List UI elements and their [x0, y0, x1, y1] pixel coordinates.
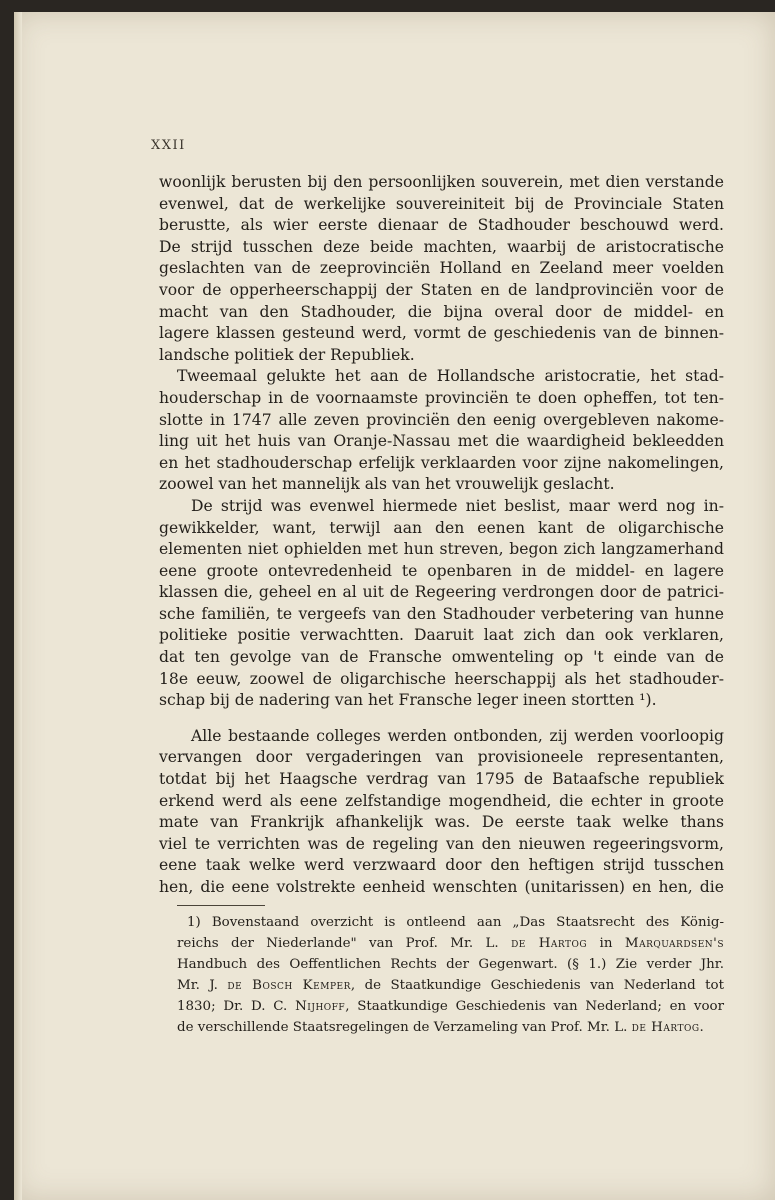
text-line: houderschap in de voornaamste provinciën te doen opheffen, tot ten- — [159, 388, 724, 407]
text-line: hen, die eene volstrekte eenheid wenschten (unitarissen) en hen, die — [159, 878, 724, 896]
author-name: Nijhoff — [295, 999, 346, 1014]
footnote-line — [177, 933, 724, 954]
paragraph-1 — [159, 172, 724, 366]
paragraph-4 — [159, 726, 724, 899]
footnote-line: Handbuch des Oeffentlichen Rechts der Gegenwart. (§ 1.) Zie verder Jhr. — [177, 957, 724, 972]
footnote-text: de verschillende Staatsregelingen de Verzameling van Prof. Mr. L. — [177, 1020, 628, 1035]
footnote-text: , Staatkundige Geschiedenis van Nederland; en voor — [345, 999, 724, 1014]
text-line: klassen die, geheel en al uit de Regeering verdrongen door de patrici- — [159, 583, 724, 602]
author-name: de Hartog — [631, 1020, 700, 1035]
author-name: de Hartog — [511, 936, 588, 951]
paragraph-gap — [159, 712, 724, 726]
text-line: vervangen door vergaderingen van provisioneele representanten, — [159, 748, 724, 767]
text-line: eene taak welke werd verzwaard door den heftigen strijd tusschen — [159, 856, 724, 875]
text-line: erkend werd als eene zelfstandige mogendheid, die echter in groote — [159, 791, 724, 810]
text-line: mate van Frankrijk afhankelijk was. De eerste taak welke thans — [159, 813, 724, 832]
text-line: ling uit het huis van Oranje-Nassau met die waardigheid bekleedden — [159, 432, 724, 451]
text-line: voor de opperheerschappij der Staten en de landprovinciën voor de — [159, 280, 724, 299]
footnote-text: in — [599, 936, 613, 951]
paragraph-2 — [159, 366, 724, 496]
author-name: de Bosch Kemper — [227, 978, 351, 993]
text-line: viel te verrichten was de regeling van den nieuwen regeeringsvorm, — [159, 834, 724, 853]
text-line: elementen niet ophielden met hun streven, begon zich langzamerhand — [159, 540, 724, 559]
footnote-line — [177, 975, 724, 996]
text-line: geslachten van de zeeprovinciën Holland en Zeeland meer voelden — [159, 259, 724, 278]
text-line: totdat bij het Haagsche verdrag van 1795 de Bataafsche republiek — [159, 770, 724, 789]
footnote-text: , de Staatkundige Geschiedenis van Nederland tot — [350, 978, 724, 993]
text-line: Alle bestaande colleges werden ontbonden, zij werden voorloopig — [191, 726, 724, 745]
text-line: dat ten gevolge van de Fransche omwenteling op 't einde van de — [159, 648, 724, 667]
text-line: woonlijk berusten bij den persoonlijken souverein, met dien verstande — [159, 173, 724, 191]
text-line: De strijd was evenwel hiermede niet beslist, maar werd nog in- — [191, 496, 724, 515]
footnote-text: reichs der Niederlande" van Prof. Mr. L. — [177, 936, 499, 951]
paragraph-3 — [159, 496, 724, 712]
text-line: schap bij de nadering van het Fransche leger ineen stortten ¹). — [159, 691, 657, 710]
main-text — [159, 172, 724, 899]
text-line: en het stadhouderschap erfelijk verklaarden voor zijne nakomelingen, — [159, 453, 724, 472]
footnote — [177, 912, 724, 1038]
page-number: XXII — [151, 138, 186, 153]
text-line: slotte in 1747 alle zeven provinciën den eenig overgebleven nakome- — [159, 410, 724, 429]
text-line: eene groote ontevredenheid te openbaren in de middel- en lagere — [159, 561, 724, 580]
text-line: De strijd tusschen deze beide machten, waarbij de aristocratische — [159, 237, 724, 256]
text-line: zoowel van het mannelijk als van het vrouwelijk geslacht. — [159, 475, 615, 494]
footnote-line — [177, 1017, 724, 1038]
footnote-line: 1) Bovenstaand overzicht is ontleend aan „Das Staatsrecht des König- — [187, 915, 724, 930]
footnote-line — [177, 996, 724, 1017]
page-spine-shadow — [14, 12, 22, 1200]
text-line: Tweemaal gelukte het aan de Hollandsche aristocratie, het stad- — [177, 367, 724, 386]
footnote-text: . — [699, 1020, 704, 1035]
footnote-divider — [177, 905, 265, 906]
text-line: 18e eeuw, zoowel de oligarchische heerschappij als het stadhouder- — [159, 669, 724, 688]
text-line: berustte, als wier eerste dienaar de Stadhouder beschouwd werd. — [159, 216, 724, 235]
text-line: evenwel, dat de werkelijke souvereiniteit bij de Provinciale Staten — [159, 194, 724, 213]
text-line: macht van den Stadhouder, die bijna overal door de middel- en — [159, 302, 724, 321]
text-line: sche familiën, te vergeefs van den Stadhouder verbetering van hunne — [159, 604, 724, 623]
text-line: landsche politiek der Republiek. — [159, 345, 415, 364]
book-page — [14, 12, 775, 1200]
footnote-text: 1830; Dr. D. C. — [177, 999, 288, 1014]
author-name: Marquardsen's — [624, 936, 724, 951]
text-line: lagere klassen gesteund werd, vormt de geschiedenis van de binnen- — [159, 324, 724, 343]
text-line: politieke positie verwachtten. Daaruit laat zich dan ook verklaren, — [159, 626, 724, 645]
text-line: gewikkelder, want, terwijl aan den eenen kant de oligarchische — [159, 518, 724, 537]
footnote-text: Mr. J. — [177, 978, 218, 993]
